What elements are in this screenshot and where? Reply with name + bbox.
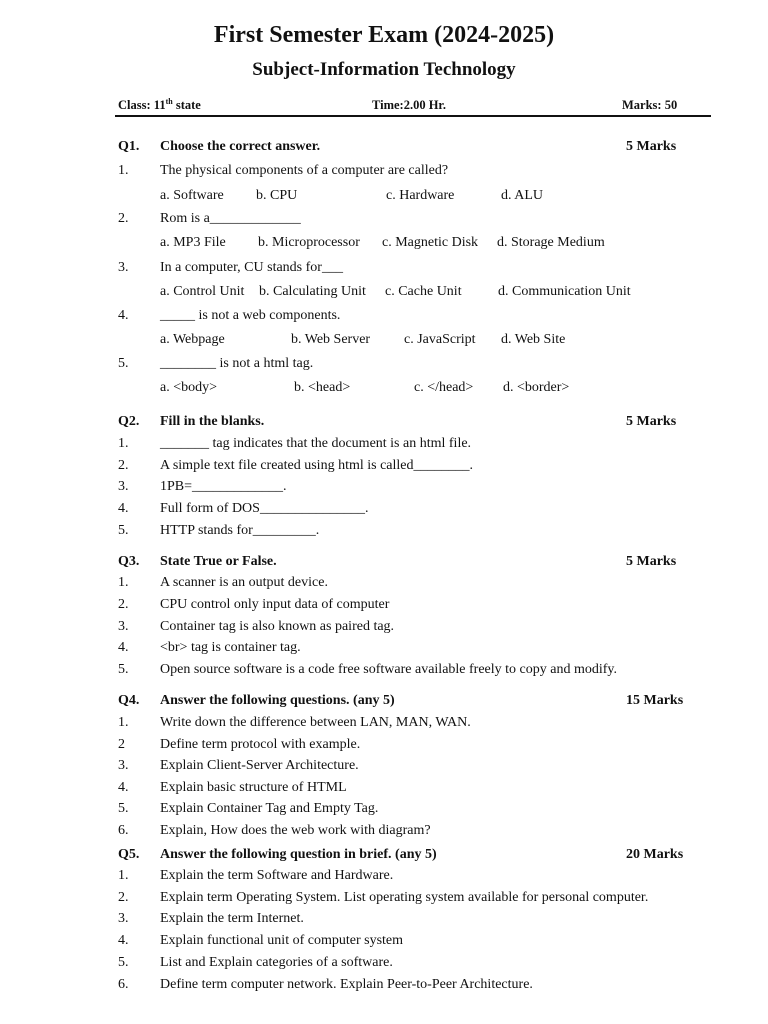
item-text: 1PB=_____________. [160, 479, 287, 494]
item-text: Full form of DOS_______________. [160, 501, 369, 516]
item-number: 5. [118, 356, 129, 371]
question-marks: 5 Marks [626, 139, 677, 154]
question-number: Q4. [118, 693, 140, 708]
option: d. Storage Medium [497, 235, 605, 250]
option: a. Software [160, 188, 224, 203]
item-text: HTTP stands for_________. [160, 523, 320, 538]
item-text: Container tag is also known as paired tag. [160, 619, 395, 634]
item-number: 4. [118, 640, 129, 655]
option: c. Hardware [386, 188, 455, 203]
class-prefix: Class: 11 [118, 98, 166, 112]
item-text: List and Explain categories of a software. [160, 955, 393, 970]
option: a. Webpage [160, 332, 225, 347]
option: d. Web Site [501, 332, 566, 347]
option: b. <head> [294, 380, 351, 395]
option: c. Magnetic Disk [382, 235, 479, 250]
item-text: Explain the term Software and Hardware. [160, 868, 394, 883]
header-divider [115, 115, 711, 117]
option: b. Web Server [291, 332, 371, 347]
option: c. Cache Unit [385, 284, 462, 299]
option: b. Calculating Unit [259, 284, 366, 299]
question-marks: 20 Marks [626, 847, 684, 862]
option: d. <border> [503, 380, 570, 395]
item-number: 4. [118, 308, 129, 323]
item-text: Write down the difference between LAN, MAN, WAN. [160, 715, 471, 730]
item-text: In a computer, CU stands for___ [160, 260, 343, 275]
item-number: 1. [118, 868, 129, 883]
item-number: 4. [118, 780, 129, 795]
time-label: Time:2.00 Hr. [372, 98, 446, 112]
option: b. Microprocessor [258, 235, 360, 250]
item-text: Explain term Operating System. List operating system available for personal computer. [160, 890, 649, 905]
item-text: A simple text file created using html is called________. [160, 458, 473, 473]
class-label [118, 98, 201, 113]
option: a. Control Unit [160, 284, 245, 299]
option: b. CPU [256, 188, 298, 203]
item-text: Define term protocol with example. [160, 737, 361, 752]
item-text: A scanner is an output device. [160, 575, 328, 590]
question-marks: 15 Marks [626, 693, 684, 708]
question-number: Q3. [118, 554, 140, 569]
item-number: 3. [118, 619, 129, 634]
item-number: 1. [118, 575, 129, 590]
question-number: Q5. [118, 847, 140, 862]
item-text: _____ is not a web components. [160, 308, 341, 323]
total-marks-label: Marks: 50 [622, 98, 678, 112]
item-text: Open source software is a code free software available freely to copy and modify. [160, 662, 618, 677]
item-number: 2 [118, 737, 125, 752]
item-number: 2. [118, 890, 129, 905]
item-text: ________ is not a html tag. [160, 356, 314, 371]
item-number: 5. [118, 801, 129, 816]
item-number: 5. [118, 955, 129, 970]
question-title: Fill in the blanks. [160, 414, 265, 429]
item-text: Explain Container Tag and Empty Tag. [160, 801, 379, 816]
class-suffix: state [172, 98, 201, 112]
option: a. MP3 File [160, 235, 226, 250]
option: d. ALU [501, 188, 543, 203]
item-text: Rom is a_____________ [160, 211, 301, 226]
item-text: <br> tag is container tag. [160, 640, 301, 655]
option: a. <body> [160, 380, 218, 395]
item-text: The physical components of a computer are called? [160, 163, 449, 178]
question-title: Choose the correct answer. [160, 139, 321, 154]
item-text: Explain Client-Server Architecture. [160, 758, 359, 773]
item-number: 2. [118, 211, 129, 226]
item-number: 1. [118, 163, 129, 178]
option: c. JavaScript [404, 332, 476, 347]
item-text: _______ tag indicates that the document is an html file. [160, 436, 472, 451]
item-number: 4. [118, 933, 129, 948]
item-number: 3. [118, 758, 129, 773]
item-number: 3. [118, 911, 129, 926]
option: c. </head> [414, 380, 474, 395]
exam-title: First Semester Exam (2024-2025) [213, 22, 555, 48]
item-number: 3. [118, 260, 129, 275]
item-text: CPU control only input data of computer [160, 597, 390, 612]
question-title: Answer the following question in brief. (any 5) [160, 847, 437, 862]
question-title: Answer the following questions. (any 5) [160, 693, 395, 708]
class-superscript: th [165, 96, 173, 106]
item-number: 5. [118, 523, 129, 538]
item-text: Explain the term Internet. [160, 911, 304, 926]
subject-title: Subject-Information Technology [252, 59, 516, 80]
item-number: 6. [118, 823, 129, 838]
question-marks: 5 Marks [626, 554, 677, 569]
item-number: 3. [118, 479, 129, 494]
item-number: 1. [118, 715, 129, 730]
item-text: Explain basic structure of HTML [160, 780, 347, 795]
item-text: Explain functional unit of computer system [160, 933, 404, 948]
question-number: Q1. [118, 139, 140, 154]
question-number: Q2. [118, 414, 140, 429]
item-text: Define term computer network. Explain Peer-to-Peer Architecture. [160, 977, 533, 992]
item-number: 1. [118, 436, 129, 451]
question-marks: 5 Marks [626, 414, 677, 429]
item-number: 2. [118, 597, 129, 612]
item-number: 5. [118, 662, 129, 677]
option: d. Communication Unit [498, 284, 631, 299]
question-title: State True or False. [160, 554, 277, 569]
item-number: 4. [118, 501, 129, 516]
item-number: 2. [118, 458, 129, 473]
item-number: 6. [118, 977, 129, 992]
item-text: Explain, How does the web work with diagram? [160, 823, 431, 838]
